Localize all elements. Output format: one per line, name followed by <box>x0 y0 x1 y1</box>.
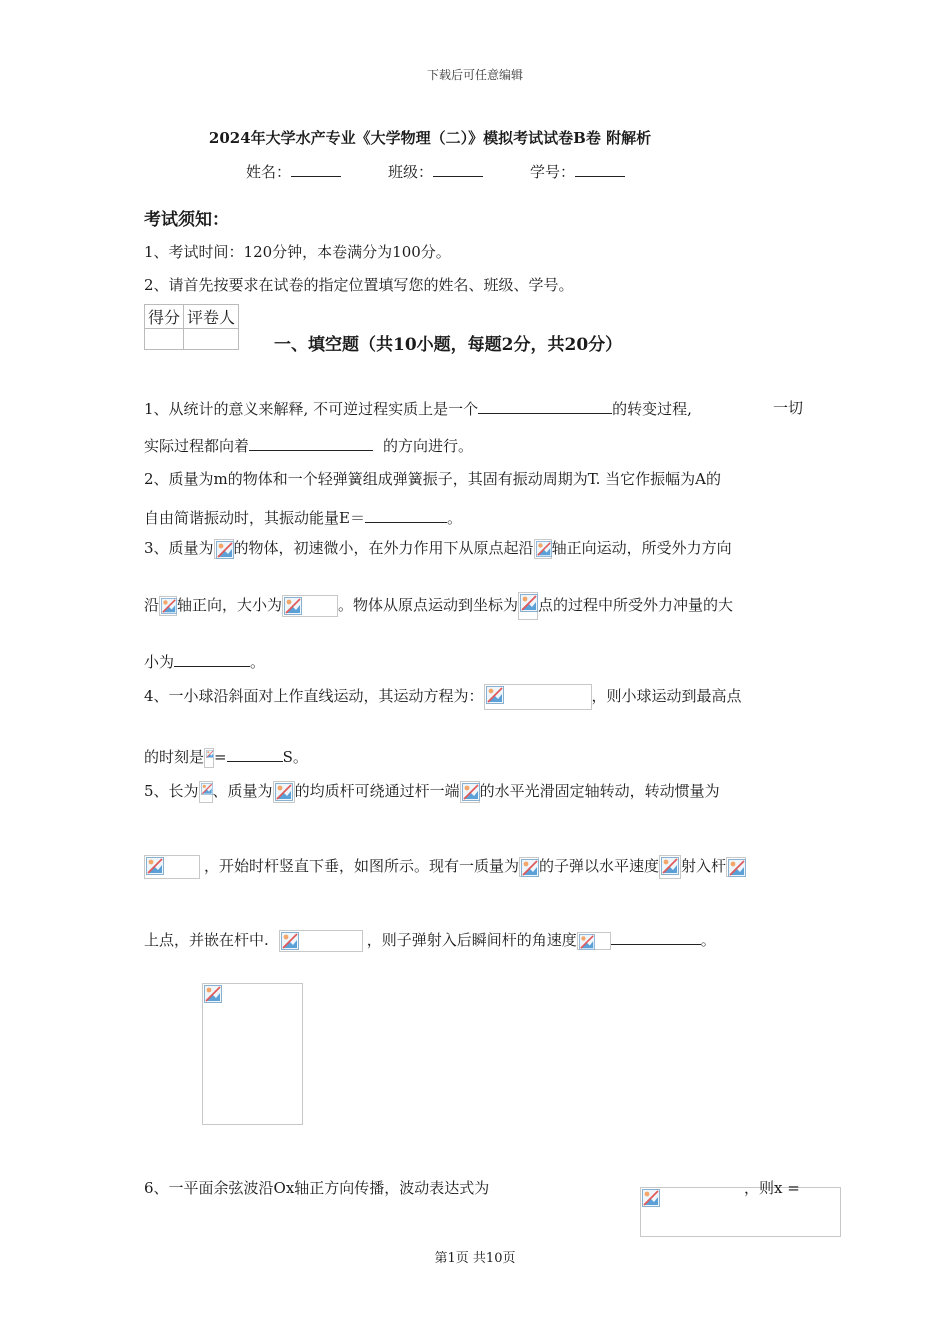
broken-image-icon <box>642 1189 660 1207</box>
q5-text: ，开始时杆竖直下垂，如图所示。现有一质量为 <box>204 857 520 875</box>
question-1-line-2 <box>144 434 473 456</box>
broken-image-icon <box>519 857 539 877</box>
broken-image-icon <box>520 594 538 612</box>
q4-blank <box>227 745 283 762</box>
broken-image-icon <box>281 932 299 950</box>
q3-text: 。物体从原点运动到坐标为 <box>338 596 519 614</box>
question-5-line-2 <box>144 855 746 879</box>
broken-image-icon <box>534 539 552 559</box>
broken-image-icon <box>521 859 539 877</box>
broken-image-icon <box>484 684 592 710</box>
question-1-line-1 <box>144 397 692 419</box>
question-2-line-1: 2、质量为m的物体和一个轻弹簧组成弹簧振子，其固有振动周期为T. 当它作振幅为A的 <box>144 470 721 488</box>
broken-image-icon <box>659 855 681 879</box>
q3-text: 点的过程中所受外力冲量的大 <box>538 596 734 614</box>
notice-item: 2、请首先按要求在试卷的指定位置填写您的姓名、班级、学号。 <box>144 276 574 294</box>
broken-image-icon <box>206 750 214 758</box>
id-field <box>530 160 625 182</box>
broken-image-icon <box>728 859 746 877</box>
score-cell <box>145 329 184 350</box>
class-field <box>388 160 483 182</box>
score-header: 得分 <box>145 305 184 329</box>
page-footer: 第1页 共10页 <box>434 1251 516 1266</box>
q5-text: 。 <box>700 931 716 949</box>
q1-text: 实际过程都向着 <box>144 437 250 455</box>
id-blank <box>575 160 625 177</box>
rod-figure <box>202 983 303 1125</box>
grader-header: 评卷人 <box>184 305 239 329</box>
q1-blank-2 <box>249 434 373 451</box>
q5-text: 上点，并嵌在杆中. <box>144 931 269 949</box>
q5-text: 5、长为 <box>144 782 199 800</box>
question-3-line-2 <box>144 592 733 620</box>
name-blank <box>291 160 341 177</box>
broken-image-icon <box>204 748 214 768</box>
q5-text: 的均质杆可绕通过杆一端 <box>294 782 460 800</box>
broken-image-icon <box>275 783 293 801</box>
broken-image-icon <box>144 855 200 879</box>
q3-text: 小为 <box>144 653 175 671</box>
header-note: 下载后可任意编辑 <box>426 68 523 82</box>
question-4-line-1 <box>144 684 742 710</box>
broken-image-icon <box>273 781 295 803</box>
score-table <box>144 304 239 350</box>
broken-image-icon <box>159 596 177 616</box>
broken-image-icon <box>161 598 177 614</box>
broken-image-icon <box>214 539 234 559</box>
q3-text: 轴正向，大小为 <box>177 596 283 614</box>
q1-text: 的转变过程, <box>612 400 692 418</box>
name-field <box>246 160 341 182</box>
broken-image-icon <box>486 686 504 704</box>
broken-image-icon <box>577 932 611 950</box>
q3-text: 3、质量为 <box>144 539 214 557</box>
q3-blank <box>174 650 250 667</box>
section-title: 一、填空题（共10小题，每题2分，共20分） <box>274 335 623 355</box>
question-5-line-1 <box>144 780 720 803</box>
q6-text: ，则x = <box>744 1179 800 1197</box>
notice-item: 1、考试时间：120分钟，本卷满分为100分。 <box>144 243 451 261</box>
wave-equation-image <box>640 1187 841 1237</box>
broken-image-icon <box>204 985 222 1003</box>
question-4-line-2 <box>144 745 308 768</box>
name-label: 姓名： <box>246 163 292 181</box>
question-3-line-1 <box>144 537 732 559</box>
q5-text: ，则子弹射入后瞬间杆的角速度 <box>366 931 577 949</box>
q2-text: 自由简谐振动时，其振动能量E＝ <box>144 509 365 527</box>
question-5-line-3 <box>144 928 716 952</box>
q5-text: 的子弹以水平速度 <box>539 857 660 875</box>
q5-text: 射入杆 <box>681 857 727 875</box>
q4-text: S。 <box>282 748 308 766</box>
broken-image-icon <box>216 541 234 559</box>
q4-text: ，则小球运动到最高点 <box>591 687 742 705</box>
broken-image-icon <box>146 857 164 875</box>
q5-blank <box>611 928 701 945</box>
page-title: 2024年大学水产专业《大学物理（二）》模拟考试试卷B卷 附解析 <box>208 129 652 147</box>
broken-image-icon <box>201 783 213 795</box>
q1-text: 的方向进行。 <box>383 437 474 455</box>
broken-image-icon <box>282 595 338 617</box>
q5-text: 、质量为 <box>212 782 273 800</box>
broken-image-icon <box>579 934 595 950</box>
broken-image-icon <box>199 781 213 803</box>
question-3-line-3 <box>144 650 265 672</box>
broken-image-icon <box>462 783 480 801</box>
question-6-line-1: 6、一平面余弦波沿Ox轴正方向传播，波动表达式为 <box>144 1179 490 1197</box>
q4-text: 4、一小球沿斜面对上作直线运动，其运动方程为： <box>144 687 484 705</box>
q3-text: 轴正向运动，所受外力方向 <box>551 539 732 557</box>
q3-text: 沿 <box>144 596 160 614</box>
class-blank <box>433 160 483 177</box>
broken-image-icon <box>726 857 746 877</box>
q4-text: 的时刻是 <box>144 748 205 766</box>
notice-title: 考试须知： <box>144 210 229 230</box>
broken-image-icon <box>279 930 363 952</box>
grader-cell <box>184 329 239 350</box>
broken-image-icon <box>661 857 679 875</box>
q1-text: 1、从统计的意义来解释, 不可逆过程实质上是一个 <box>144 400 479 418</box>
broken-image-icon <box>460 781 480 803</box>
q5-text: 的水平光滑固定轴转动，转动惯量为 <box>479 782 720 800</box>
q3-text: 的物体，初速微小，在外力作用下从原点起沿 <box>233 539 534 557</box>
q2-blank <box>365 506 447 523</box>
q2-text: 。 <box>446 509 462 527</box>
broken-image-icon <box>284 597 302 615</box>
q3-text: 。 <box>250 653 266 671</box>
question-2-line-2 <box>144 506 462 528</box>
id-label: 学号： <box>530 163 576 181</box>
q1-text: 一切 <box>773 399 804 417</box>
q4-text: = <box>214 748 227 766</box>
class-label: 班级： <box>388 163 434 181</box>
broken-image-icon <box>518 592 538 620</box>
q1-blank-1 <box>478 397 612 414</box>
broken-image-icon <box>536 541 552 557</box>
